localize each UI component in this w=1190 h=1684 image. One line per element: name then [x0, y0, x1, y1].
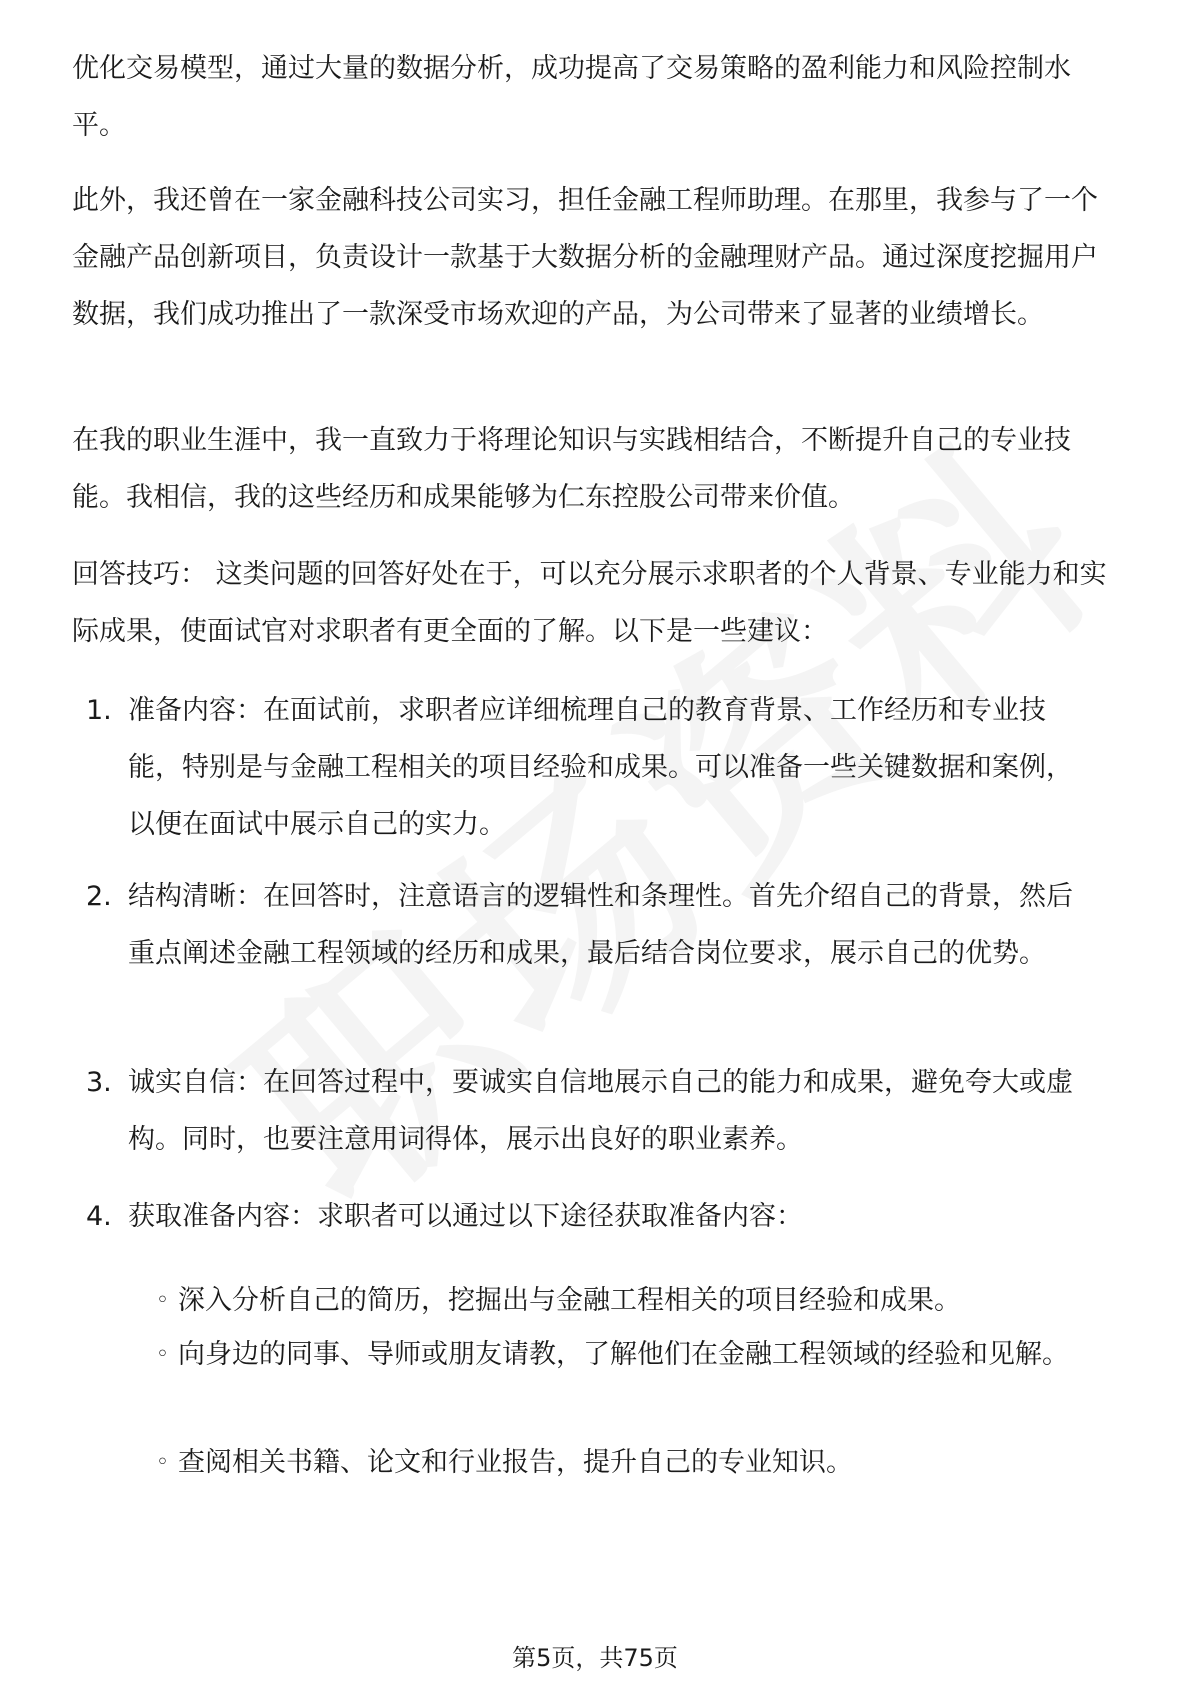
tip-number: 4.	[86, 1201, 112, 1232]
tip-number: 3.	[86, 1067, 112, 1098]
sub-bullet-item-3	[156, 1434, 1096, 1491]
tip-text: 诚实自信：在回答过程中，要诚实自信地展示自己的能力和成果，避免夸大或虚构。同时，也要注意用词得体，展示出良好的职业素养。	[128, 1067, 1073, 1155]
paragraph-3: 在我的职业生涯中，我一直致力于将理论知识与实践相结合，不断提升自己的专业技能。我相信，我的这些经历和成果能够为仁东控股公司带来价值。	[72, 425, 1071, 513]
paragraph-1: 优化交易模型，通过大量的数据分析，成功提高了交易策略的盈利能力和风险控制水平。	[72, 53, 1071, 141]
tip-number: 1.	[86, 695, 112, 726]
bullet-icon: ◦	[156, 1288, 169, 1313]
tip-item-3	[86, 1054, 1096, 1168]
paragraph-2: 此外，我还曾在一家金融科技公司实习，担任金融工程师助理。在那里，我参与了一个金融产品创新项目，负责设计一款基于大数据分析的金融理财产品。通过深度挖掘用户数据，我们成功推出了一款深受市场欢迎的产品，为公司带来了显著的业绩增长。	[72, 185, 1098, 330]
tip-item-4	[86, 1188, 1096, 1245]
tip-item-2	[86, 868, 1096, 982]
tip-number: 2.	[86, 881, 112, 912]
tip-text: 结构清晰：在回答时，注意语言的逻辑性和条理性。首先介绍自己的背景，然后重点阐述金融工程领域的经历和成果，最后结合岗位要求，展示自己的优势。	[128, 881, 1073, 969]
bullet-icon: ◦	[156, 1450, 169, 1475]
tip-item-1	[86, 682, 1096, 853]
bullet-icon: ◦	[156, 1342, 169, 1367]
sub-bullet-text: 向身边的同事、导师或朋友请教，了解他们在金融工程领域的经验和见解。	[178, 1339, 1069, 1370]
page-footer: 第5页，共75页	[512, 1644, 678, 1672]
tip-text: 准备内容：在面试前，求职者应详细梳理自己的教育背景、工作经历和专业技能，特别是与金融工程相关的项目经验和成果。可以准备一些关键数据和案例，以便在面试中展示自己的实力。	[128, 695, 1073, 840]
sub-bullet-text: 深入分析自己的简历，挖掘出与金融工程相关的项目经验和成果。	[178, 1285, 961, 1316]
sub-bullet-text: 查阅相关书籍、论文和行业报告，提升自己的专业知识。	[178, 1447, 853, 1478]
tip-text: 获取准备内容：求职者可以通过以下途径获取准备内容：	[128, 1201, 803, 1232]
sub-bullet-item-2	[156, 1326, 1096, 1383]
paragraph-4: 回答技巧： 这类问题的回答好处在于，可以充分展示求职者的个人背景、专业能力和实际成果，使面试官对求职者有更全面的了解。以下是一些建议：	[72, 559, 1107, 647]
sub-bullet-item-1	[156, 1272, 1096, 1329]
